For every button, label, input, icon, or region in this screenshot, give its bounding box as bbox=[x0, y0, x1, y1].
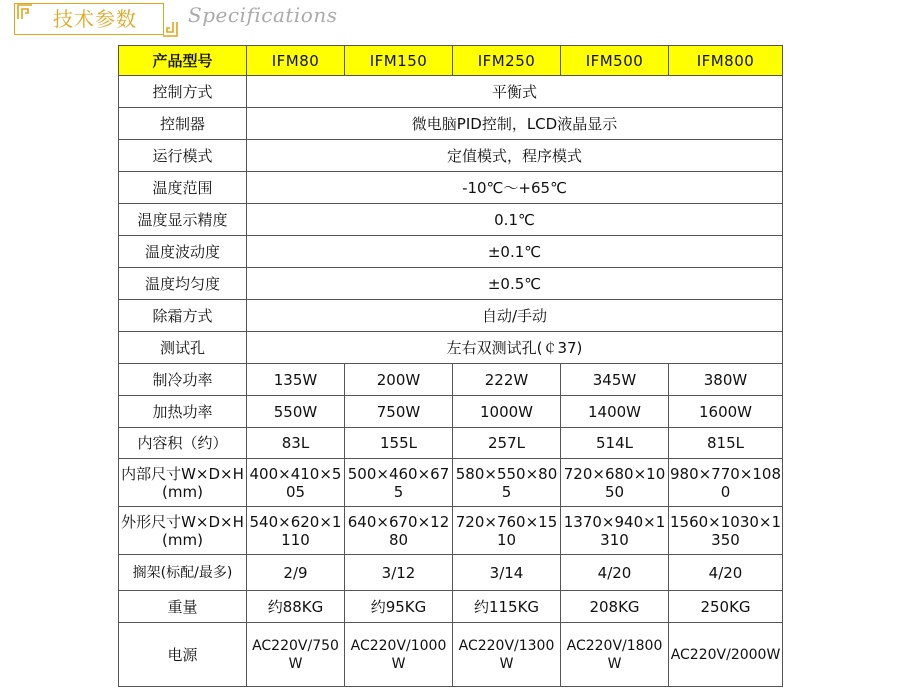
table-row bbox=[119, 332, 783, 364]
row-label: 内容积（约） bbox=[119, 428, 247, 459]
cell-value: 200W bbox=[345, 364, 453, 396]
row-label: 制冷功率 bbox=[119, 364, 247, 396]
table-row bbox=[119, 428, 783, 459]
cell-value: AC220V/1300W bbox=[453, 623, 561, 687]
table-row bbox=[119, 76, 783, 108]
table-header-row bbox=[119, 46, 783, 76]
cell-value: 1560×1030×1350 bbox=[669, 507, 783, 555]
table-row bbox=[119, 172, 783, 204]
row-value: 平衡式 bbox=[247, 76, 783, 108]
cell-value: 514L bbox=[561, 428, 669, 459]
cell-value: AC220V/750W bbox=[247, 623, 345, 687]
cell-value: 980×770×1080 bbox=[669, 459, 783, 507]
header-model: IFM80 bbox=[247, 46, 345, 76]
cell-value: 250KG bbox=[669, 591, 783, 623]
table-row bbox=[119, 204, 783, 236]
header-model: IFM500 bbox=[561, 46, 669, 76]
corner-fret-icon bbox=[17, 4, 33, 20]
row-value: 左右双测试孔(￠37) bbox=[247, 332, 783, 364]
cell-value: 4/20 bbox=[561, 555, 669, 591]
cell-value: 208KG bbox=[561, 591, 669, 623]
row-label: 测试孔 bbox=[119, 332, 247, 364]
row-label: 温度均匀度 bbox=[119, 268, 247, 300]
table-row bbox=[119, 591, 783, 623]
cell-value: 540×620×1110 bbox=[247, 507, 345, 555]
cell-value: 1000W bbox=[453, 396, 561, 428]
row-label: 重量 bbox=[119, 591, 247, 623]
row-label: 运行模式 bbox=[119, 140, 247, 172]
cell-value: 1370×940×1310 bbox=[561, 507, 669, 555]
title-box bbox=[14, 3, 164, 35]
row-label: 控制方式 bbox=[119, 76, 247, 108]
table-row bbox=[119, 108, 783, 140]
cell-value: 3/14 bbox=[453, 555, 561, 591]
cell-value: AC220V/1000W bbox=[345, 623, 453, 687]
cell-value: 155L bbox=[345, 428, 453, 459]
cell-value: AC220V/2000W bbox=[669, 623, 783, 687]
section-subtitle: Specifications bbox=[188, 3, 338, 27]
cell-value: 1400W bbox=[561, 396, 669, 428]
cell-value: 222W bbox=[453, 364, 561, 396]
row-label: 搁架(标配/最多) bbox=[119, 555, 247, 591]
table-row bbox=[119, 140, 783, 172]
section-title: 技术参数 bbox=[53, 7, 137, 31]
row-value: 定值模式，程序模式 bbox=[247, 140, 783, 172]
cell-value: 550W bbox=[247, 396, 345, 428]
row-value: ±0.5℃ bbox=[247, 268, 783, 300]
cell-value: 4/20 bbox=[669, 555, 783, 591]
cell-value: 380W bbox=[669, 364, 783, 396]
cell-value: 3/12 bbox=[345, 555, 453, 591]
row-value: ±0.1℃ bbox=[247, 236, 783, 268]
cell-value: 135W bbox=[247, 364, 345, 396]
cell-value: 约95KG bbox=[345, 591, 453, 623]
table-row bbox=[119, 364, 783, 396]
table-row bbox=[119, 459, 783, 507]
section-header bbox=[0, 0, 900, 40]
cell-value: 1600W bbox=[669, 396, 783, 428]
row-value: 微电脑PID控制，LCD液晶显示 bbox=[247, 108, 783, 140]
row-label: 温度波动度 bbox=[119, 236, 247, 268]
cell-value: 580×550×805 bbox=[453, 459, 561, 507]
row-label: 除霜方式 bbox=[119, 300, 247, 332]
table-row bbox=[119, 300, 783, 332]
cell-value: 约88KG bbox=[247, 591, 345, 623]
table-row bbox=[119, 507, 783, 555]
row-value: -10℃～+65℃ bbox=[247, 172, 783, 204]
cell-value: AC220V/1800W bbox=[561, 623, 669, 687]
cell-value: 2/9 bbox=[247, 555, 345, 591]
header-model: IFM150 bbox=[345, 46, 453, 76]
cell-value: 720×760×1510 bbox=[453, 507, 561, 555]
cell-value: 640×670×1280 bbox=[345, 507, 453, 555]
table-row bbox=[119, 396, 783, 428]
row-label: 加热功率 bbox=[119, 396, 247, 428]
row-label: 温度范围 bbox=[119, 172, 247, 204]
cell-value: 750W bbox=[345, 396, 453, 428]
cell-value: 400×410×505 bbox=[247, 459, 345, 507]
table-row bbox=[119, 555, 783, 591]
header-model: IFM250 bbox=[453, 46, 561, 76]
cell-value: 83L bbox=[247, 428, 345, 459]
spec-table bbox=[118, 45, 783, 687]
table-row bbox=[119, 236, 783, 268]
row-value: 自动/手动 bbox=[247, 300, 783, 332]
cell-value: 500×460×675 bbox=[345, 459, 453, 507]
row-label: 控制器 bbox=[119, 108, 247, 140]
cell-value: 345W bbox=[561, 364, 669, 396]
cell-value: 约115KG bbox=[453, 591, 561, 623]
cell-value: 720×680×1050 bbox=[561, 459, 669, 507]
header-model: IFM800 bbox=[669, 46, 783, 76]
row-label: 电源 bbox=[119, 623, 247, 687]
corner-fret-icon bbox=[162, 21, 178, 37]
row-label: 温度显示精度 bbox=[119, 204, 247, 236]
header-corner: 产品型号 bbox=[119, 46, 247, 76]
cell-value: 257L bbox=[453, 428, 561, 459]
table-row bbox=[119, 268, 783, 300]
row-label: 内部尺寸W×D×H(mm) bbox=[119, 459, 247, 507]
table-row bbox=[119, 623, 783, 687]
row-label: 外形尺寸W×D×H(mm) bbox=[119, 507, 247, 555]
cell-value: 815L bbox=[669, 428, 783, 459]
row-value: 0.1℃ bbox=[247, 204, 783, 236]
